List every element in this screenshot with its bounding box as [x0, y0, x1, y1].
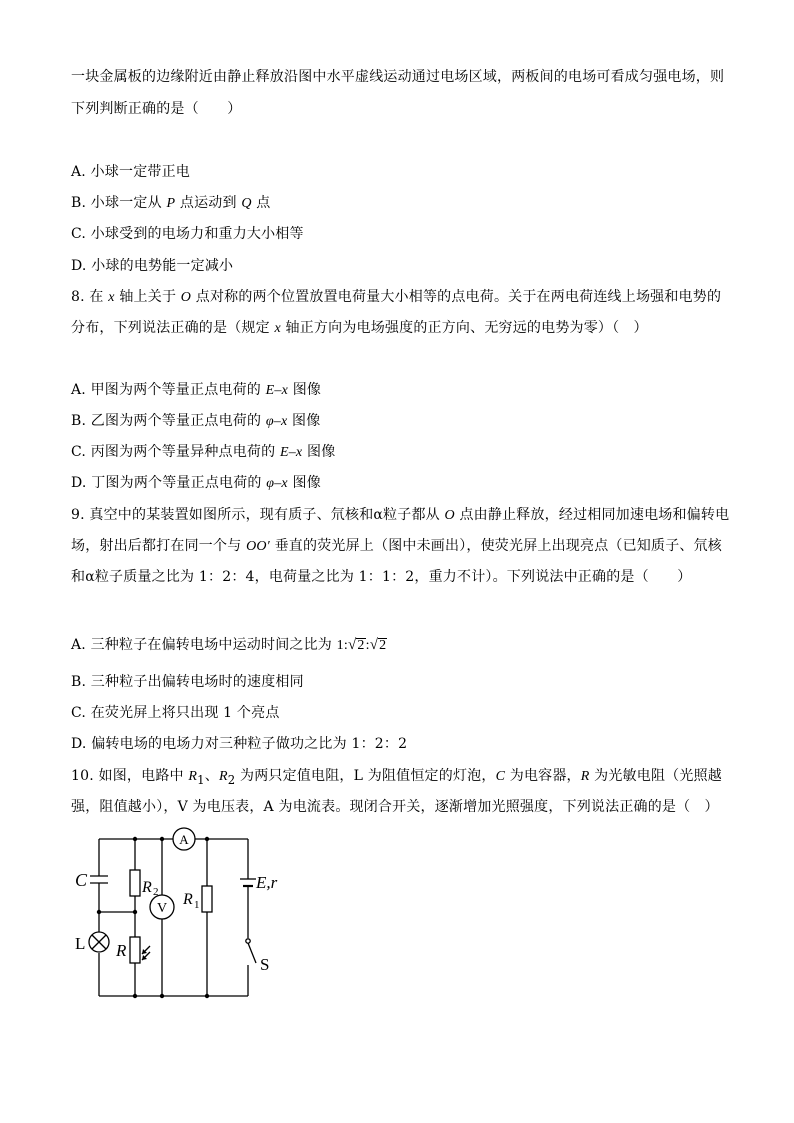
label-r1-sub: 1	[194, 899, 200, 911]
label-r: R	[116, 941, 127, 960]
q10-stem-line2: 强，阻值越小），V 为电压表，A 为电流表。现闭合开关，逐渐增加光照强度，下列说法正确的是（ ）	[71, 799, 719, 815]
q9-stem-line3: 和α粒子质量之比为 1：2：4，电荷量之比为 1：1：2，重力不计）。下列说法中正确的是（ ）	[71, 569, 692, 585]
q8-option-c: C. 丙图为两个等量异种点电荷的 E–x 图像	[71, 444, 336, 460]
circuit-diagram	[70, 825, 280, 1005]
switch-contact	[246, 939, 250, 943]
label-v: V	[156, 901, 168, 916]
q9-stem-line1: 9. 真空中的某装置如图所示，现有质子、氘核和α粒子都从 O 点由静止释放，经过相同加速电场和偏转电	[71, 507, 730, 523]
q9-option-d: D. 偏转电场的电场力对三种粒子做功之比为 1：2：2	[71, 736, 408, 752]
q9-option-a: A. 三种粒子在偏转电场中运动时间之比为 1:√2:√2	[71, 637, 387, 653]
label-r2: R	[142, 879, 152, 896]
q8-option-d: D. 丁图为两个等量正点电荷的 φ–x 图像	[71, 475, 321, 491]
q7-option-b: B. 小球一定从 P 点运动到 Q 点	[71, 195, 271, 211]
label-l: L	[75, 934, 86, 953]
label-r2-sub: 2	[153, 886, 159, 898]
label-c: C	[75, 870, 88, 890]
q7-option-d: D. 小球的电势能一定减小	[71, 258, 234, 274]
q9-option-c: C. 在荧光屏上将只出现 1 个亮点	[71, 705, 280, 721]
resistor-r2	[130, 870, 140, 896]
label-r1: R	[183, 891, 193, 908]
q7-stem-line2: 下列判断正确的是（ ）	[71, 101, 242, 117]
ratio-expression: 1:√2:√2	[336, 637, 387, 653]
photoresistor-r	[130, 937, 140, 963]
label-e: E,r	[256, 873, 278, 892]
q8-stem-line2: 分布，下列说法正确的是（规定 x 轴正方向为电场强度的正方向、无穷远的电势为零）（ ）	[71, 320, 648, 336]
q9-option-b: B. 三种粒子出偏转电场时的速度相同	[71, 674, 304, 690]
switch-blade	[248, 943, 256, 963]
q9-stem-line2: 场，射出后都打在同一个与 OO′ 垂直的荧光屏上（图中未画出），使荧光屏上出现亮点（已知质子、氘核	[71, 538, 723, 554]
q7-option-c: C. 小球受到的电场力和重力大小相等	[71, 226, 304, 242]
q8-stem-line1: 8. 在 x 轴上关于 O 点对称的两个位置放置电荷量大小相等的点电荷。关于在两电荷连线上场强和电势的	[71, 289, 722, 305]
q8-option-a: A. 甲图为两个等量正点电荷的 E–x 图像	[71, 382, 322, 398]
label-a: A	[179, 832, 189, 847]
q7-option-a: A. 小球一定带正电	[71, 164, 191, 180]
q10-stem-line1: 10. 如图，电路中 $R_1$、$R_2$ 为两只定值电阻，L 为阻值恒定的灯泡，C 为电容器，R 为光敏电阻（光照越	[71, 768, 722, 787]
resistor-r1	[202, 886, 212, 912]
label-s: S	[260, 955, 270, 974]
q8-option-b: B. 乙图为两个等量正点电荷的 φ–x 图像	[71, 413, 321, 429]
q7-stem-line1: 一块金属板的边缘附近由静止释放沿图中水平虚线运动通过电场区域，两板间的电场可看成匀强电场，则	[71, 69, 725, 85]
